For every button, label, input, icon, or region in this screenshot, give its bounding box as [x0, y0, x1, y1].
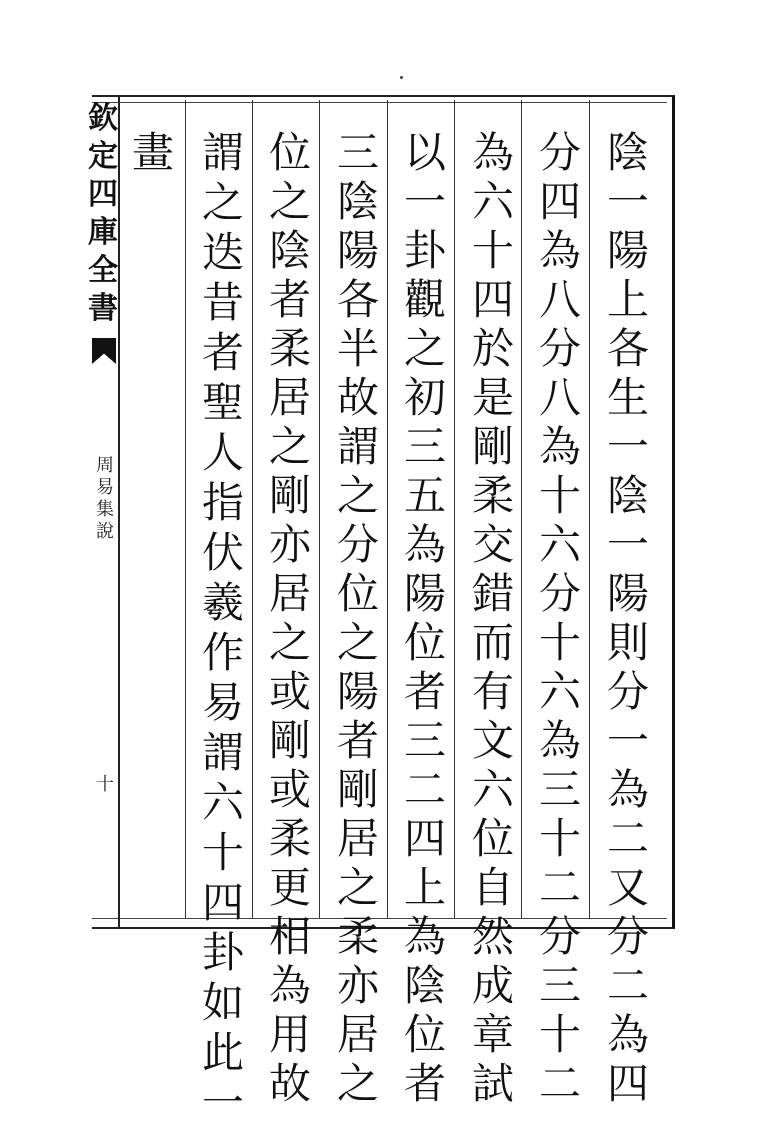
text-character: 八	[538, 373, 581, 422]
text-character: 位	[403, 618, 446, 667]
text-character: 之	[336, 863, 379, 912]
text-character: 十	[538, 814, 581, 863]
text-character: 之	[336, 471, 379, 520]
text-character: 一	[403, 177, 446, 226]
text-column-2	[529, 128, 591, 1108]
text-character: 一	[606, 520, 649, 569]
text-character: 分	[538, 912, 581, 961]
text-character: 謂	[336, 422, 379, 471]
text-character: 為	[268, 961, 311, 1010]
text-character: 陽	[336, 226, 379, 275]
text-character: 居	[268, 569, 311, 618]
text-character: 八	[538, 275, 581, 324]
text-character: 謂	[201, 728, 244, 777]
text-character: 而	[471, 618, 514, 667]
text-character: 為	[538, 716, 581, 765]
text-character: 二	[606, 814, 649, 863]
text-character: 又	[606, 863, 649, 912]
text-column-6	[259, 128, 321, 1108]
text-character: 六	[201, 778, 244, 827]
text-character: 易	[201, 678, 244, 727]
text-character: 卦	[403, 226, 446, 275]
text-character: 生	[606, 373, 649, 422]
text-character: 聖	[201, 378, 244, 427]
text-character: 如	[201, 978, 244, 1027]
text-character: 三	[403, 422, 446, 471]
text-character: 之	[268, 422, 311, 471]
text-character: 分	[606, 912, 649, 961]
text-character: 十	[471, 226, 514, 275]
text-character: 分	[606, 667, 649, 716]
text-character: 陽	[606, 226, 649, 275]
text-character: 四	[538, 177, 581, 226]
text-character: 有	[471, 667, 514, 716]
text-character: 亦	[336, 961, 379, 1010]
text-character: 分	[538, 324, 581, 373]
text-character: 柔	[268, 814, 311, 863]
book-title-character: 書	[88, 291, 118, 326]
text-character: 之	[201, 178, 244, 227]
text-character: 位	[268, 128, 311, 177]
text-column-7	[192, 128, 254, 1127]
text-character: 為	[606, 1010, 649, 1059]
text-character: 人	[201, 428, 244, 477]
book-title-character: 全	[88, 253, 118, 288]
text-character: 六	[471, 765, 514, 814]
text-character: 上	[403, 863, 446, 912]
text-character: 三	[336, 128, 379, 177]
text-character: 陽	[606, 569, 649, 618]
text-character: 半	[336, 324, 379, 373]
text-column-3	[462, 128, 524, 1108]
text-character: 為	[471, 128, 514, 177]
text-character: 各	[336, 275, 379, 324]
text-character: 六	[538, 667, 581, 716]
text-character: 試	[471, 1059, 514, 1108]
text-character: 居	[268, 373, 311, 422]
text-character: 一	[606, 422, 649, 471]
text-character: 迭	[201, 228, 244, 277]
text-character: 四	[403, 814, 446, 863]
text-character: 伏	[201, 528, 244, 577]
text-character: 故	[336, 373, 379, 422]
folio-number: 十	[96, 774, 114, 795]
text-character: 者	[336, 716, 379, 765]
text-character: 指	[201, 478, 244, 527]
text-column-1	[597, 128, 659, 1108]
text-character: 陽	[403, 569, 446, 618]
book-title-character: 四	[88, 177, 118, 212]
text-character: 十	[538, 618, 581, 667]
text-character: 一	[606, 177, 649, 226]
volume-title-character: 周	[96, 455, 114, 476]
ink-speck	[400, 76, 403, 79]
text-character: 各	[606, 324, 649, 373]
text-character: 剛	[268, 716, 311, 765]
text-character: 剛	[268, 471, 311, 520]
text-column-5	[327, 128, 389, 1108]
text-character: 三	[403, 716, 446, 765]
text-character: 或	[268, 667, 311, 716]
text-character: 者	[201, 328, 244, 377]
text-character: 剛	[336, 765, 379, 814]
text-character: 剛	[471, 422, 514, 471]
text-character: 於	[471, 324, 514, 373]
text-character: 十	[201, 828, 244, 877]
text-character: 此	[201, 1028, 244, 1077]
text-character: 用	[268, 1010, 311, 1059]
text-character: 亦	[268, 520, 311, 569]
text-character: 然	[471, 912, 514, 961]
text-character: 四	[471, 275, 514, 324]
book-title-character: 庫	[88, 215, 118, 250]
text-character: 者	[268, 275, 311, 324]
text-character: 二	[538, 863, 581, 912]
text-character: 三	[538, 961, 581, 1010]
text-character: 成	[471, 961, 514, 1010]
column-rule	[185, 100, 186, 918]
text-character: 羲	[201, 578, 244, 627]
text-character: 陽	[336, 667, 379, 716]
text-character: 昔	[201, 278, 244, 327]
text-character: 作	[201, 628, 244, 677]
text-character: 二	[538, 1059, 581, 1108]
text-character: 陰	[606, 471, 649, 520]
text-character: 居	[336, 814, 379, 863]
text-character: 上	[606, 275, 649, 324]
text-character: 為	[538, 226, 581, 275]
text-character: 謂	[201, 128, 244, 177]
text-column-4	[394, 128, 456, 1108]
text-character: 位	[403, 1010, 446, 1059]
text-character: 三	[538, 765, 581, 814]
text-character: 故	[268, 1059, 311, 1108]
text-character: 分	[336, 520, 379, 569]
text-character: 章	[471, 1010, 514, 1059]
text-character: 之	[268, 177, 311, 226]
text-character: 四	[606, 1059, 649, 1108]
text-character: 畫	[131, 128, 174, 177]
volume-title-character: 說	[96, 521, 114, 542]
text-character: 則	[606, 618, 649, 667]
text-character: 六	[471, 177, 514, 226]
text-character: 之	[336, 618, 379, 667]
text-character: 一	[606, 716, 649, 765]
text-character: 者	[403, 1059, 446, 1108]
text-character: 陰	[268, 226, 311, 275]
text-character: 為	[403, 520, 446, 569]
text-character: 陰	[403, 961, 446, 1010]
volume-title-character: 集	[96, 499, 114, 520]
text-character: 觀	[403, 275, 446, 324]
volume-title	[94, 455, 116, 543]
text-character: 一	[201, 1078, 244, 1127]
text-character: 位	[336, 569, 379, 618]
text-character: 為	[606, 765, 649, 814]
text-character: 四	[201, 878, 244, 927]
text-character: 十	[538, 471, 581, 520]
text-character: 之	[336, 1059, 379, 1108]
text-character: 以	[403, 128, 446, 177]
text-character: 自	[471, 863, 514, 912]
text-character: 柔	[471, 471, 514, 520]
text-character: 五	[403, 471, 446, 520]
text-character: 錯	[471, 569, 514, 618]
text-character: 柔	[268, 324, 311, 373]
text-character: 者	[403, 667, 446, 716]
text-character: 初	[403, 373, 446, 422]
text-character: 為	[403, 912, 446, 961]
text-character: 六	[538, 520, 581, 569]
text-character: 是	[471, 373, 514, 422]
text-character: 相	[268, 912, 311, 961]
book-title	[88, 100, 118, 328]
text-character: 或	[268, 765, 311, 814]
margin-rule	[118, 95, 120, 927]
text-character: 之	[268, 618, 311, 667]
text-character: 更	[268, 863, 311, 912]
text-character: 之	[403, 324, 446, 373]
text-character: 交	[471, 520, 514, 569]
text-character: 分	[538, 128, 581, 177]
text-character: 十	[538, 1010, 581, 1059]
text-character: 陰	[606, 128, 649, 177]
text-character: 二	[403, 765, 446, 814]
text-character: 陰	[336, 177, 379, 226]
text-character: 文	[471, 716, 514, 765]
text-character: 為	[538, 422, 581, 471]
book-title-character: 欽	[88, 101, 118, 136]
text-column-8	[122, 128, 184, 918]
text-character: 二	[606, 961, 649, 1010]
text-character: 柔	[336, 912, 379, 961]
text-character: 卦	[201, 928, 244, 977]
text-character: 位	[471, 814, 514, 863]
volume-title-character: 易	[96, 477, 114, 498]
text-character: 分	[538, 569, 581, 618]
book-title-character: 定	[88, 139, 118, 174]
text-character: 居	[336, 1010, 379, 1059]
